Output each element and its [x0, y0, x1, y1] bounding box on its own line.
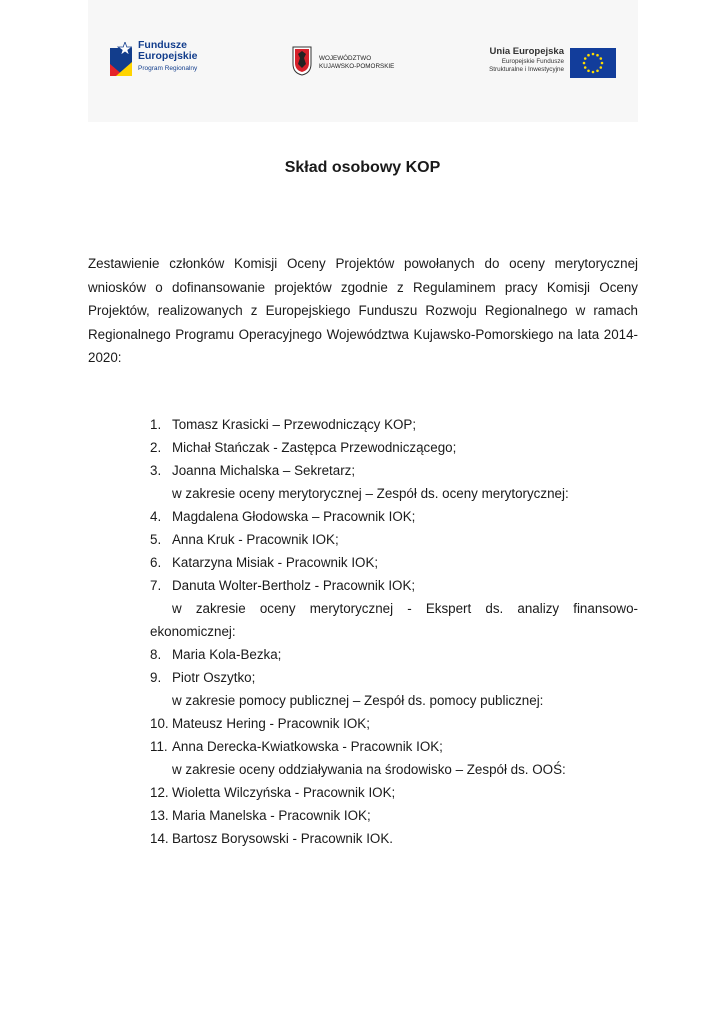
- list-item: 1. Tomasz Krasicki – Przewodniczący KOP;: [150, 417, 417, 432]
- list-item: 12. Wioletta Wilczyńska - Pracownik IOK;: [150, 785, 396, 800]
- eu-flag-icon: [570, 48, 616, 78]
- wk-line2: KUJAWSKO-POMORSKIE: [319, 63, 395, 70]
- coat-of-arms-icon: [292, 46, 312, 76]
- section-heading-ekspert: [150, 597, 638, 643]
- unia-europejska-logo: [466, 44, 618, 80]
- page-title: Skład osobowy KOP: [284, 159, 441, 176]
- list-item: 2. Michał Stańczak - Zastępca Przewodniczącego;: [150, 440, 457, 455]
- ue-line2: Europejskie Fundusze: [501, 58, 564, 65]
- section-heading-merytoryczna: w zakresie oceny merytorycznej – Zespół ds. oceny merytorycznej:: [172, 486, 569, 501]
- ue-line3: Strukturalne i Inwestycyjne: [489, 66, 564, 73]
- member-list: [150, 413, 638, 850]
- section-heading-oos: w zakresie oceny oddziaływania na środowisko – Zespół ds. OOŚ:: [172, 762, 566, 777]
- fe-line3: Program Regionalny: [138, 65, 198, 72]
- fe-line2: Europejskie: [138, 50, 198, 62]
- fe-line1: Fundusze: [138, 39, 187, 51]
- list-item: 4. Magdalena Głodowska – Pracownik IOK;: [150, 509, 416, 524]
- list-item: 13. Maria Manelska - Pracownik IOK;: [150, 808, 371, 823]
- intro-paragraph: Zestawienie członków Komisji Oceny Projektów powołanych do oceny merytorycznej wniosków o dofinansowanie projektów zgodnie z Regulaminem pracy Komisji Oceny Projektów, realizowanych z Europejskiego Funduszu Rozwoju Regionalnego w ramach Regionalnego Programu Operacyjnego Województwa Kujawsko-Pomorskiego na lata 2014-2020:: [88, 256, 638, 365]
- list-item: 3. Joanna Michalska – Sekretarz;: [150, 463, 356, 478]
- wojewodztwo-logo: [292, 46, 412, 80]
- fundusze-europejskie-logo: [110, 40, 230, 82]
- ekspert-line1: w zakresie oceny merytorycznej - Ekspert ds. analizy finansowo-: [172, 601, 638, 616]
- list-item: 5. Anna Kruk - Pracownik IOK;: [150, 532, 339, 547]
- list-item: 8. Maria Kola-Bezka;: [150, 647, 282, 662]
- ue-line1: Unia Europejska: [489, 46, 564, 57]
- list-item: 7. Danuta Wolter-Bertholz - Pracownik IOK;: [150, 578, 416, 593]
- list-item: 9. Piotr Oszytko;: [150, 670, 256, 685]
- ekspert-line2: ekonomicznej:: [150, 624, 236, 639]
- section-heading-pomoc: w zakresie pomocy publicznej – Zespół ds. pomocy publicznej:: [172, 693, 544, 708]
- list-item: 10. Mateusz Hering - Pracownik IOK;: [150, 716, 370, 731]
- list-item: 14. Bartosz Borysowski - Pracownik IOK.: [150, 831, 394, 846]
- fe-star-icon: [110, 42, 132, 76]
- list-item: 6. Katarzyna Misiak - Pracownik IOK;: [150, 555, 379, 570]
- list-item: 11. Anna Derecka-Kwiatkowska - Pracownik IOK;: [150, 739, 443, 754]
- wk-line1: WOJEWÓDZTWO: [319, 55, 372, 62]
